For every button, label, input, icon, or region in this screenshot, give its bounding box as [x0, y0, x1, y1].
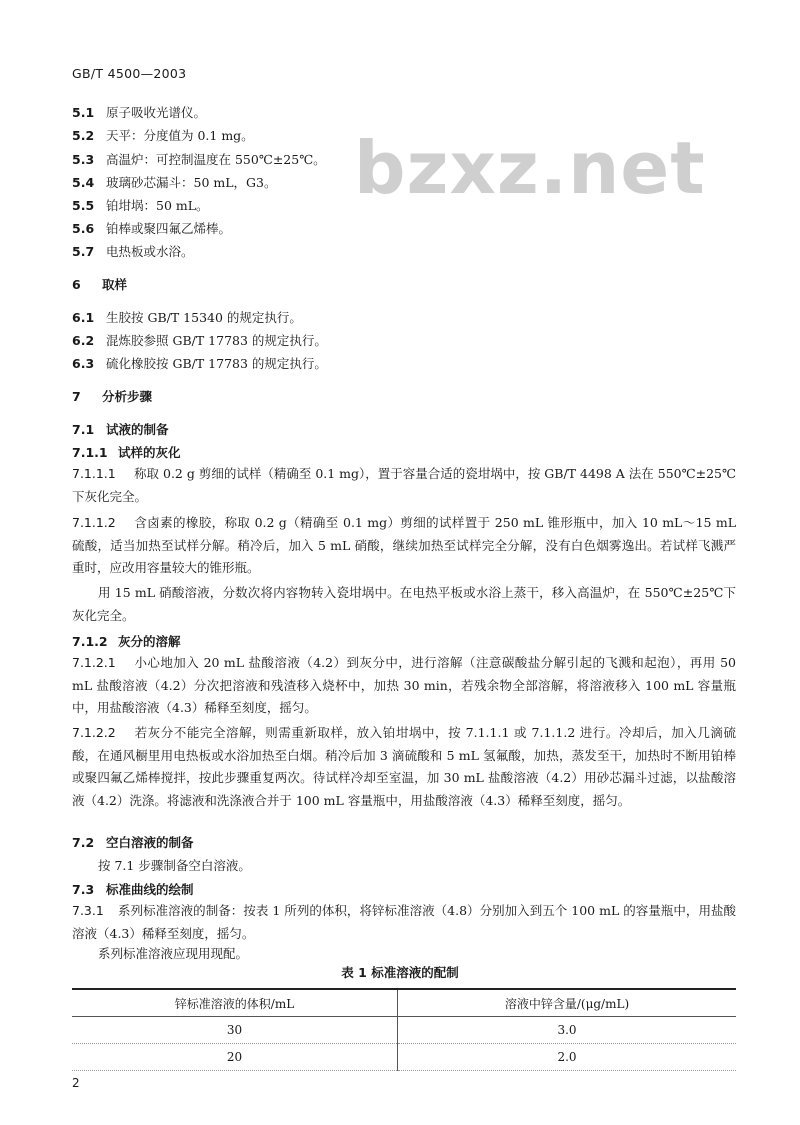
paragraph-7-1-2-1: 7.1.2.1 小心地加入 20 mL 盐酸溶液（4.2）到灰分中，进行溶解（注意碳酸盐分解引起的飞溅和起泡），再用 50 mL 盐酸溶液（4.2）分次把溶液和残渣移入烧杯中，加热 30 min，若残余物全部溶解，将溶液移入 100 mL 容量瓶中，用盐酸溶液（4.3）稀释至刻度，摇匀。 [72, 655, 736, 715]
apparatus-item: 5.5 铂坩埚：50 mL。 [72, 198, 209, 213]
apparatus-item: 5.7 电热板或水浴。 [72, 244, 194, 259]
standard-code-header: GB/T 4500—2003 [72, 66, 187, 81]
table-row [72, 1044, 736, 1071]
table-cell: 20 [72, 1044, 397, 1071]
table-caption: 表 1 标准溶液的配制 [341, 965, 459, 980]
table-header-cell: 锌标准溶液的体积/mL [72, 989, 397, 1017]
page-number: 2 [72, 1076, 80, 1090]
paragraph-7-1-1-2-cont: 用 15 mL 硝酸溶液，分数次将内容物转入瓷坩埚中。在电热平板或水浴上蒸干，移入高温炉，在 550℃±25℃下灰化完全。 [72, 585, 736, 623]
table-cell: 2.0 [397, 1044, 736, 1071]
table-row [72, 1017, 736, 1044]
table-cell: 3.0 [397, 1017, 736, 1044]
paragraph-7-1-1-2: 7.1.1.2 含卤素的橡胶，称取 0.2 g（精确至 0.1 mg）剪细的试样置于 250 mL 锥形瓶中，加入 10 mL～15 mL 硫酸，适当加热至试样分解。稍冷后，加入 5 mL 硝酸，继续加热至试样完全分解，没有白色烟雾逸出。若试样飞溅严重时，应改用容量较大的锥形瓶。 [72, 515, 736, 575]
paragraph-7-3-1: 7.3.1 系列标准溶液的制备：按表 1 所列的体积，将锌标准溶液（4.8）分别加入到五个 100 mL 的容量瓶中，用盐酸溶液（4.3）稀释至刻度，摇匀。 [72, 903, 736, 941]
apparatus-item: 5.2 天平：分度值为 0.1 mg。 [72, 128, 254, 143]
sampling-item: 6.1 生胶按 GB/T 15340 的规定执行。 [72, 310, 302, 325]
paragraph-7-3-1-note: 系列标准溶液应现用现配。 [98, 946, 249, 961]
apparatus-item: 5.6 铂棒或聚四氟乙烯棒。 [72, 221, 232, 236]
paragraph-7-1-1-1: 7.1.1.1 称取 0.2 g 剪细的试样（精确至 0.1 mg），置于容量合适的瓷坩埚中，按 GB/T 4498 A 法在 550℃±25℃下灰化完全。 [72, 466, 736, 504]
apparatus-item: 5.3 高温炉：可控制温度在 550℃±25℃。 [72, 152, 326, 167]
subsection-heading: 7.1.2 灰分的溶解 [72, 634, 181, 649]
apparatus-item: 5.4 玻璃砂芯漏斗：50 mL，G3。 [72, 175, 277, 190]
paragraph-7-1-2-2: 7.1.2.2 若灰分不能完全溶解，则需重新取样，放入铂坩埚中，按 7.1.1.1 或 7.1.1.2 进行。冷却后，加入几滴硫酸，在通风橱里用电热板或水浴加热至白烟。稍冷后加 3 滴硫酸和 5 mL 氢氟酸，加热，蒸发至干，加热时不断用铂棒或聚四氟乙烯棒搅拌，按此步骤重复两次。待试样冷却至室温，加 30 mL 盐酸溶液（4.2）用砂芯漏斗过滤，以盐酸溶液（4.2）洗涤。将滤液和洗涤液合并于 100 mL 容量瓶中，用盐酸溶液（4.3）稀释至刻度，摇匀。 [72, 725, 736, 808]
subsection-heading: 7.1.1 试样的灰化 [72, 445, 181, 460]
table-header-cell: 溶液中锌含量/(μg/mL) [397, 989, 736, 1017]
section-6-heading: 6 取样 [72, 277, 128, 292]
subsection-heading: 7.3 标准曲线的绘制 [72, 882, 194, 897]
section-7-heading: 7 分析步骤 [72, 389, 153, 404]
table-cell: 30 [72, 1017, 397, 1044]
sampling-item: 6.3 硫化橡胶按 GB/T 17783 的规定执行。 [72, 356, 327, 371]
paragraph-7-2: 按 7.1 步骤制备空白溶液。 [98, 858, 251, 873]
subsection-heading: 7.1 试液的制备 [72, 422, 169, 437]
standard-solution-table [72, 988, 736, 1071]
table-header-row [72, 989, 736, 1017]
subsection-heading: 7.2 空白溶液的制备 [72, 835, 194, 850]
watermark: bzxz.net [354, 126, 706, 210]
apparatus-item: 5.1 原子吸收光谱仪。 [72, 105, 207, 120]
sampling-item: 6.2 混炼胶参照 GB/T 17783 的规定执行。 [72, 333, 327, 348]
